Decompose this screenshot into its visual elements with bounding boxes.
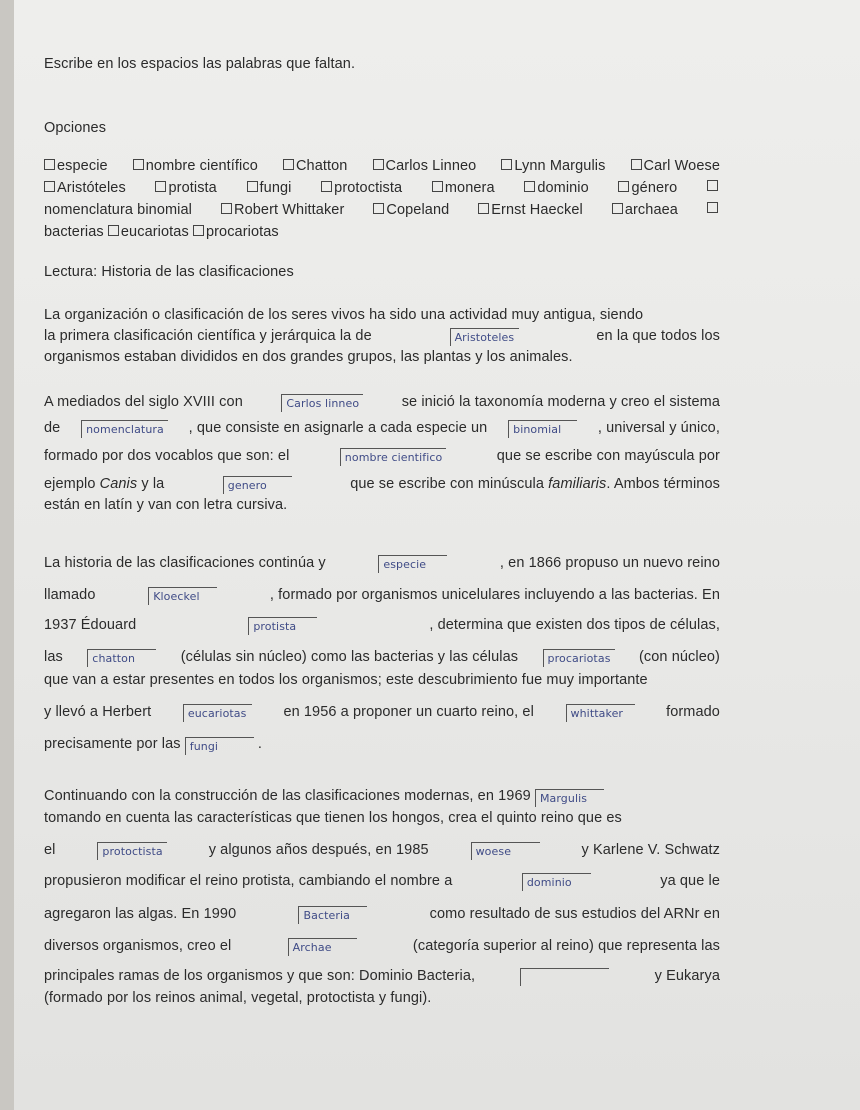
checkbox-icon [247, 181, 258, 192]
checkbox-icon [501, 159, 512, 170]
option[interactable]: nombre científico [133, 158, 258, 174]
answer-blank[interactable]: especie [378, 555, 447, 573]
checkbox-icon [155, 181, 166, 192]
answer-blank[interactable]: Kloeckel [148, 587, 217, 605]
p4-line-2: tomando en cuenta las características que tienen los hongos, crea el quinto reino que es [44, 810, 622, 826]
option[interactable]: eucariotas [108, 224, 189, 240]
p4-line-8: (formado por los reinos animal, vegetal, protoctista y fungi). [44, 990, 432, 1006]
options-row-3 [44, 202, 720, 218]
checkbox-icon [432, 181, 443, 192]
option[interactable]: bacterias [44, 224, 104, 240]
answer-blank[interactable]: nombre cientifico [340, 448, 447, 466]
p2-line-4: ejemplo Canis y la genero que se escribe con minúscula familiaris. Ambos términos [44, 476, 720, 492]
checkbox-icon[interactable] [707, 180, 718, 191]
reading-title: Lectura: Historia de las clasificaciones [44, 264, 294, 280]
p1-line-2: la primera clasificación científica y jerárquica la de Aristoteles en la que todos los [44, 328, 720, 344]
checkbox-icon [193, 225, 204, 236]
option[interactable]: Carl Woese [631, 158, 720, 174]
option[interactable]: Ernst Haeckel [478, 202, 583, 218]
answer-blank[interactable] [520, 968, 609, 986]
p4-line-1: Continuando con la construcción de las clasificaciones modernas, en 1969 Margulis [44, 788, 604, 807]
checkbox-icon [221, 203, 232, 214]
answer-blank[interactable]: woese [471, 842, 540, 860]
option[interactable]: procariotas [193, 224, 279, 240]
option[interactable]: género [618, 180, 677, 196]
answer-blank[interactable]: procariotas [543, 649, 615, 667]
p4-line-3: el protoctista y algunos años después, en 1985 woese y Karlene V. Schwatz [44, 842, 720, 858]
answer-blank[interactable]: Archae [288, 938, 357, 956]
checkbox-icon [618, 181, 629, 192]
answer-blank[interactable]: chatton [87, 649, 156, 667]
p3-line-5: que van a estar presentes en todos los organismos; este descubrimiento fue muy importante [44, 672, 648, 688]
answer-blank[interactable]: nomenclatura [81, 420, 168, 438]
checkbox-icon [321, 181, 332, 192]
p1-line-1: La organización o clasificación de los seres vivos ha sido una actividad muy antigua, siendo [44, 307, 644, 323]
answer-blank[interactable]: binomial [508, 420, 577, 438]
checkbox-icon [373, 159, 384, 170]
p1-line-3: organismos estaban divididos en dos grandes grupos, las plantas y los animales. [44, 349, 573, 365]
instruction: Escribe en los espacios las palabras que faltan. [44, 56, 356, 72]
checkbox-icon [133, 159, 144, 170]
p3-line-4: las chatton (células sin núcleo) como las bacterias y las células procariotas (con núcleo) [44, 649, 720, 665]
answer-blank[interactable]: whittaker [566, 704, 635, 722]
option[interactable]: archaea [612, 202, 678, 218]
checkbox-icon [44, 181, 55, 192]
option[interactable]: dominio [524, 180, 588, 196]
answer-blank[interactable]: eucariotas [183, 704, 252, 722]
option[interactable]: monera [432, 180, 495, 196]
option[interactable]: Copeland [373, 202, 449, 218]
p4-line-6: diversos organismos, creo el Archae (categoría superior al reino) que representa las [44, 938, 720, 954]
answer-blank[interactable]: genero [223, 476, 292, 494]
checkbox-icon [524, 181, 535, 192]
options-title: Opciones [44, 120, 107, 136]
p2-line-1: A mediados del siglo XVIII con Carlos linneo se inició la taxonomía moderna y creo el sistema [44, 394, 720, 410]
option[interactable]: fungi [247, 180, 292, 196]
option[interactable]: Chatton [283, 158, 348, 174]
answer-blank[interactable]: Aristoteles [450, 328, 519, 346]
p2-line-5: están en latín y van con letra cursiva. [44, 497, 288, 513]
answer-blank[interactable]: dominio [522, 873, 591, 891]
p4-line-5: agregaron las algas. En 1990 Bacteria como resultado de sus estudios del ARNr en [44, 906, 720, 922]
options-row-1 [44, 158, 720, 174]
p4-line-7: principales ramas de los organismos y que son: Dominio Bacteria, y Eukarya [44, 968, 720, 984]
option[interactable]: protista [155, 180, 216, 196]
checkbox-icon [373, 203, 384, 214]
checkbox-icon [478, 203, 489, 214]
checkbox-icon [44, 159, 55, 170]
answer-blank[interactable]: protista [248, 617, 317, 635]
option[interactable]: Aristóteles [44, 180, 126, 196]
p3-line-2: llamado Kloeckel , formado por organismos unicelulares incluyendo a las bacterias. En [44, 587, 720, 603]
p4-line-4: propusieron modificar el reino protista, cambiando el nombre a dominio ya que le [44, 873, 720, 889]
option[interactable]: protoctista [321, 180, 402, 196]
checkbox-icon [612, 203, 623, 214]
answer-blank[interactable]: fungi [185, 737, 254, 755]
checkbox-icon [283, 159, 294, 170]
option[interactable]: Lynn Margulis [501, 158, 605, 174]
p3-line-6: y llevó a Herbert eucariotas en 1956 a proponer un cuarto reino, el whittaker formado [44, 704, 720, 720]
answer-blank[interactable]: protoctista [97, 842, 166, 860]
p3-line-3: 1937 Édouard protista , determina que existen dos tipos de células, [44, 617, 720, 633]
option[interactable]: Robert Whittaker [221, 202, 344, 218]
option[interactable]: nomenclatura binomial [44, 202, 192, 218]
answer-blank[interactable]: Bacteria [298, 906, 367, 924]
answer-blank[interactable]: Carlos linneo [281, 394, 363, 412]
option[interactable]: especie [44, 158, 108, 174]
answer-blank[interactable]: Margulis [535, 789, 604, 807]
p2-line-2: de nomenclatura , que consiste en asignarle a cada especie un binomial , universal y único, [44, 420, 720, 436]
option[interactable]: Carlos Linneo [373, 158, 477, 174]
p3-line-1: La historia de las clasificaciones continúa y especie , en 1866 propuso un nuevo reino [44, 555, 720, 571]
checkbox-icon [108, 225, 119, 236]
p2-line-3: formado por dos vocablos que son: el nombre cientifico que se escribe con mayúscula por [44, 448, 720, 464]
options-row-2 [44, 180, 720, 196]
options-row-4 [44, 224, 279, 240]
p3-line-7: precisamente por las fungi . [44, 736, 263, 753]
checkbox-icon[interactable] [707, 202, 718, 213]
checkbox-icon [631, 159, 642, 170]
